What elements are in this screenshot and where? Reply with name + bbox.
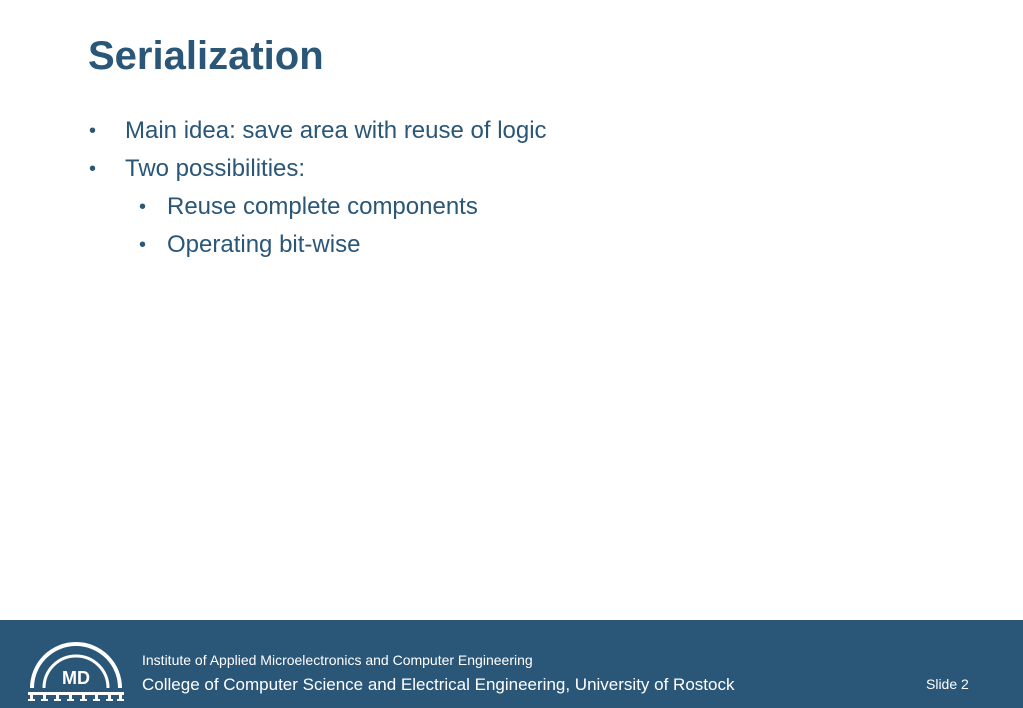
slide-number: Slide 2 [926,676,969,692]
college-name: College of Computer Science and Electrical Engineering, University of Rostock [142,675,735,694]
footer-bar [0,620,1023,708]
sub-bullet-item [0,188,900,226]
svg-text:MD: MD [62,668,90,688]
bullet-marker: • [89,158,97,180]
bullet-marker: • [89,120,97,142]
slide-title: Serialization [88,34,324,78]
bullet-marker: • [139,196,147,218]
sub-bullet-item [0,226,900,264]
bullet-text: Reuse complete components [167,193,478,220]
md-logo-icon [26,630,126,702]
bullet-item [0,112,900,150]
bullet-list [0,112,900,264]
bullet-text: Operating bit-wise [167,231,361,258]
bullet-text: Main idea: save area with reuse of logic [125,117,547,144]
bullet-marker: • [139,234,147,256]
bullet-item [0,150,900,188]
institute-name: Institute of Applied Microelectronics and Computer Engineering [142,652,533,668]
bullet-text: Two possibilities: [125,155,306,182]
